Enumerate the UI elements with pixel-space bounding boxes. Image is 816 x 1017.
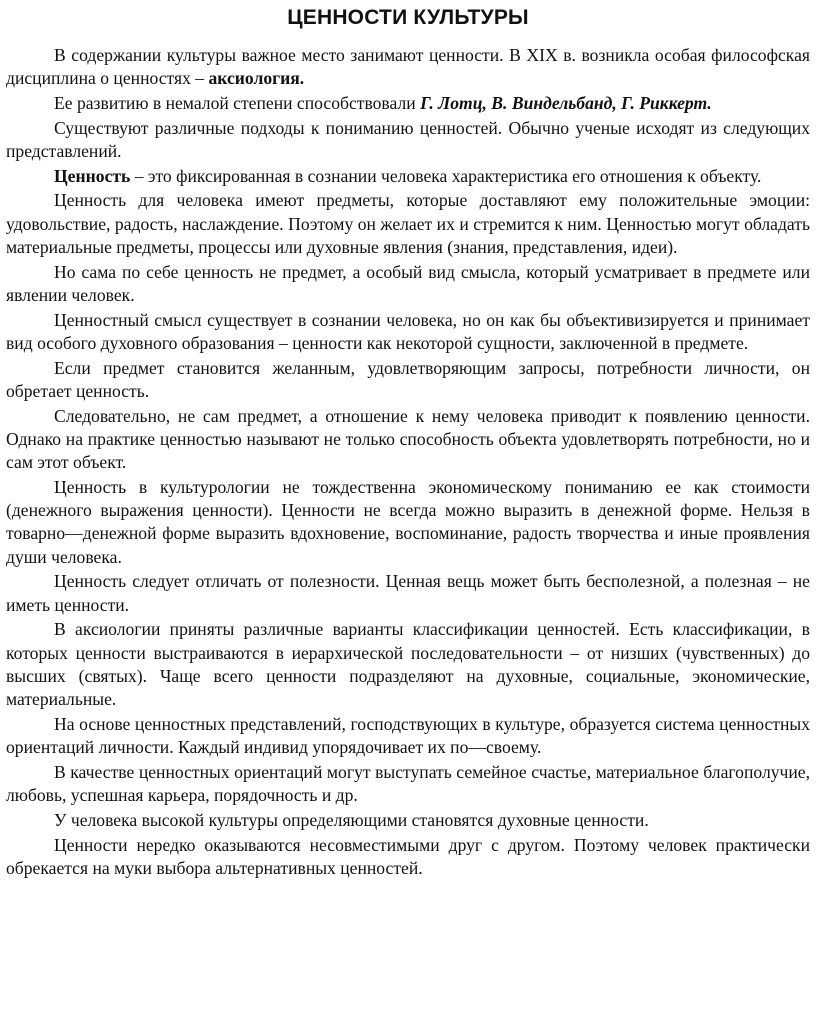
paragraph-13: На основе ценностных представлений, господствующих в культуре, образуется система ценностных ориентаций личности. Каждый индивид упорядочивает их по—своему. — [6, 714, 810, 758]
paragraph-8: Если предмет становится желанным, удовлетворяющим запросы, потребности личности, он обретает ценность. — [6, 357, 810, 401]
paragraph-6: Но сама по себе ценность не предмет, а особый вид смысла, который усматривает в предмете или явлении человек. — [6, 261, 810, 305]
paragraph-1 — [6, 44, 810, 91]
term-value: Ценность — [54, 165, 135, 186]
paragraph-3: Существуют различные подходы к пониманию ценностей. Обычно ученые исходят из следующих представлений. — [6, 117, 810, 161]
term-axiology: аксиология. — [208, 68, 305, 89]
paragraph-5: Ценность для человека имеют предметы, которые доставляют ему положительные эмоции: удовольствие, радость, наслаждение. Поэтому он желает их и стремится к ним. Ценностью могут обладать материальные предметы, процессы или духовные явления (знания, представления, идеи). — [6, 190, 810, 257]
paragraph-15: У человека высокой культуры определяющими становятся духовные ценности. — [54, 809, 649, 830]
paragraph-9: Следовательно, не сам предмет, а отношение к нему человека приводит к появлению ценности. Однако на практике ценностью называют не только способность объекта удовлетворять потребности, но и сам этот объект. — [6, 405, 810, 473]
paragraph-4-text: – это фиксированная в сознании человека характеристика его отношения к объекту. — [134, 165, 762, 186]
paragraph-2-text: Ее развитию в немалой степени способствовали — [54, 92, 421, 113]
paragraph-1-text: В содержании культуры важное место занимают ценности. В XIX в. возникла особая философская дисциплина о ценностях – — [6, 45, 810, 89]
paragraph-11: Ценность следует отличать от полезности. Ценная вещь может быть бесполезной, а полезная – не иметь ценности. — [6, 571, 810, 615]
paragraph-4 — [6, 165, 810, 188]
philosopher-names: Г. Лотц, В. Виндельбанд, Г. Риккерт. — [420, 92, 712, 113]
paragraph-12: В аксиологии приняты различные варианты классификации ценностей. Есть классификации, в которых ценности выстраиваются в иерархической последовательности – от низших (чувственных) до высших (святых). Чаще всего ценности подразделяют на духовные, социальные, экономические, материальные. — [6, 619, 810, 710]
paragraph-2 — [6, 92, 810, 115]
paragraph-14: В качестве ценностных ориентаций могут выступать семейное счастье, материальное благополучие, любовь, успешная карьера, порядочность и др. — [6, 761, 810, 806]
page-title: ЦЕННОСТИ КУЛЬТУРЫ — [287, 6, 529, 29]
paragraph-10: Ценность в культурологии не тождественна экономическому пониманию ее как стоимости (денежного выражения ценности). Ценности не всегда можно выразить в денежной форме. Нельзя в товарно—денежной форме выразить вдохновение, воспоминание, радость творчества и иные проявления души человека. — [6, 476, 810, 567]
paragraph-7: Ценностный смысл существует в сознании человека, но он как бы объективизируется и принимает вид особого духовного образования – ценности как некоторой сущности, заключенной в предмете. — [6, 309, 810, 353]
paragraph-16: Ценности нередко оказываются несовместимыми друг с другом. Поэтому человек практически обрекается на муки выбора альтернативных ценностей. — [6, 834, 810, 878]
